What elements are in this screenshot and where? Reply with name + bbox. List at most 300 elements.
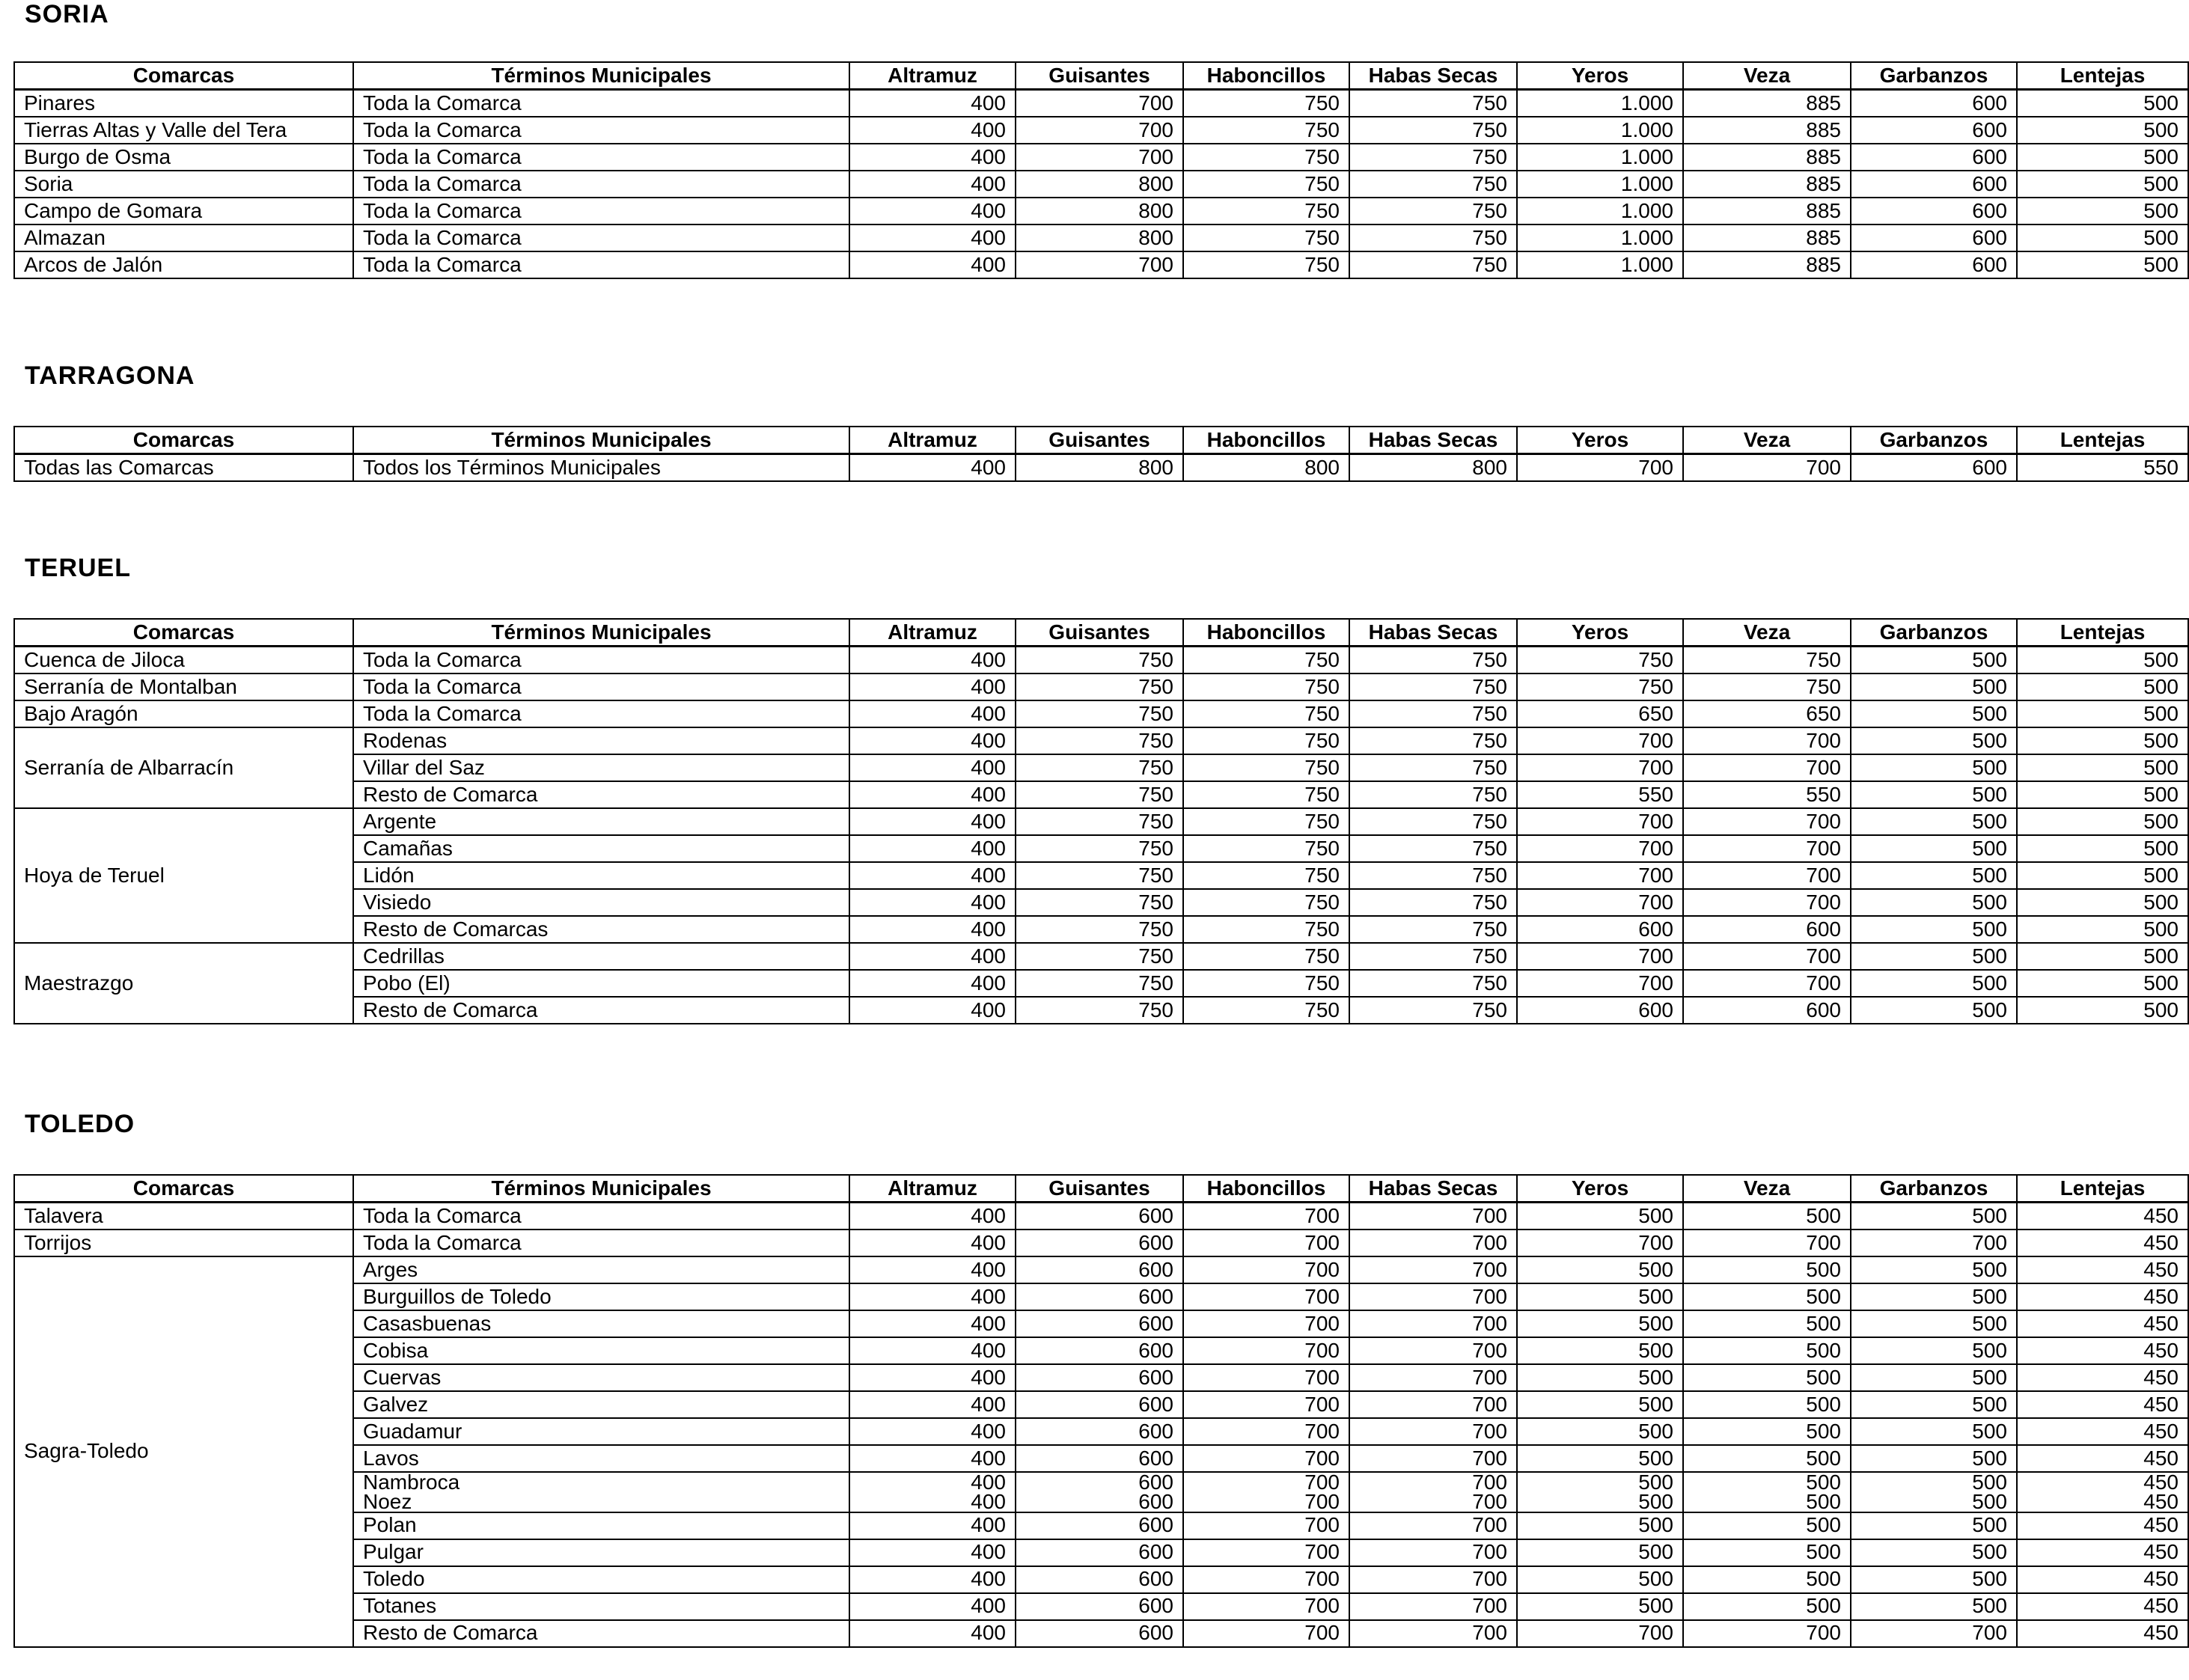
value-cell: 700 — [1183, 1283, 1349, 1310]
value-cell: 700 — [1183, 1418, 1349, 1445]
value-line: 600 — [1138, 1472, 1173, 1494]
value-cell: 500 — [1851, 700, 2017, 727]
value-cell: 400 — [849, 171, 1016, 198]
value-cell: 600 — [1016, 1391, 1183, 1418]
value-cell: 500 — [2017, 700, 2188, 727]
value-cell: 750 — [1183, 171, 1349, 198]
value-cell: 600 — [1683, 916, 1851, 943]
termino-cell: Galvez — [353, 1391, 849, 1418]
value-cell: 700 — [1517, 727, 1683, 754]
termino-cell: Burguillos de Toledo — [353, 1283, 849, 1310]
table-row — [14, 454, 2188, 482]
value-cell: 700 — [1183, 1593, 1349, 1620]
column-header: Términos Municipales — [353, 619, 849, 647]
value-cell: 400 — [849, 1418, 1016, 1445]
value-cell — [1851, 1472, 2017, 1512]
value-cell: 750 — [1349, 647, 1517, 674]
value-cell: 700 — [1851, 1230, 2017, 1256]
value-cell: 500 — [1683, 1445, 1851, 1472]
value-cell: 750 — [1016, 889, 1183, 916]
value-cell: 500 — [2017, 198, 2188, 224]
value-cell: 500 — [2017, 117, 2188, 144]
value-cell: 700 — [1349, 1337, 1517, 1364]
column-header: Lentejas — [2017, 619, 2188, 647]
value-cell: 750 — [1016, 808, 1183, 835]
termino-cell: Resto de Comarca — [353, 997, 849, 1024]
column-header: Yeros — [1517, 62, 1683, 90]
value-cell: 500 — [1851, 1256, 2017, 1283]
comarca-cell: Serranía de Albarracín — [14, 727, 353, 808]
value-cell: 500 — [2017, 144, 2188, 171]
column-header: Haboncillos — [1183, 62, 1349, 90]
value-cell: 700 — [1517, 1620, 1683, 1647]
value-cell: 450 — [2017, 1283, 2188, 1310]
value-cell: 750 — [1016, 781, 1183, 808]
value-cell: 400 — [849, 700, 1016, 727]
value-cell: 750 — [1349, 727, 1517, 754]
column-header: Guisantes — [1016, 427, 1183, 454]
value-cell: 700 — [1349, 1283, 1517, 1310]
value-cell: 500 — [1851, 997, 2017, 1024]
column-header: Guisantes — [1016, 1175, 1183, 1203]
value-cell: 400 — [849, 1337, 1016, 1364]
value-cell: 600 — [1016, 1539, 1183, 1566]
value-cell: 500 — [1851, 835, 2017, 862]
value-cell: 450 — [2017, 1566, 2188, 1593]
value-cell: 750 — [1183, 835, 1349, 862]
value-cell: 700 — [1683, 754, 1851, 781]
value-cell: 600 — [1016, 1418, 1183, 1445]
value-cell: 700 — [1183, 1391, 1349, 1418]
value-cell: 700 — [1517, 970, 1683, 997]
value-cell: 700 — [1349, 1539, 1517, 1566]
column-header: Habas Secas — [1349, 619, 1517, 647]
value-cell: 700 — [1683, 454, 1851, 482]
value-cell: 400 — [849, 647, 1016, 674]
value-cell: 400 — [849, 90, 1016, 117]
table-row — [14, 1256, 2188, 1283]
value-cell: 750 — [1349, 700, 1517, 727]
column-header: Comarcas — [14, 427, 353, 454]
termino-cell: Resto de Comarca — [353, 781, 849, 808]
value-cell: 700 — [1183, 1445, 1349, 1472]
termino-cell: Toda la Comarca — [353, 1203, 849, 1230]
table-row — [14, 224, 2188, 251]
value-line: 400 — [971, 1489, 1006, 1512]
value-cell: 750 — [1183, 727, 1349, 754]
column-header: Lentejas — [2017, 1175, 2188, 1203]
value-cell: 700 — [1517, 808, 1683, 835]
value-cell: 700 — [1349, 1445, 1517, 1472]
comarca-cell: Tierras Altas y Valle del Tera — [14, 117, 353, 144]
termino-cell: Toda la Comarca — [353, 1230, 849, 1256]
value-cell: 500 — [1851, 647, 2017, 674]
value-cell: 500 — [2017, 943, 2188, 970]
value-line: 700 — [1472, 1472, 1507, 1494]
value-cell: 750 — [1016, 700, 1183, 727]
column-header: Habas Secas — [1349, 1175, 1517, 1203]
value-cell: 750 — [1349, 144, 1517, 171]
column-header: Comarcas — [14, 619, 353, 647]
termino-cell: Resto de Comarca — [353, 1620, 849, 1647]
value-cell: 500 — [1683, 1256, 1851, 1283]
value-cell: 700 — [1517, 943, 1683, 970]
value-cell — [1183, 1472, 1349, 1512]
value-cell: 500 — [2017, 916, 2188, 943]
value-cell: 600 — [1016, 1620, 1183, 1647]
table-row — [14, 171, 2188, 198]
value-cell: 500 — [1683, 1512, 1851, 1539]
value-cell: 750 — [1349, 916, 1517, 943]
value-cell: 400 — [849, 1593, 1016, 1620]
value-cell: 700 — [1683, 889, 1851, 916]
value-cell: 400 — [849, 808, 1016, 835]
value-cell: 500 — [1851, 943, 2017, 970]
value-cell: 600 — [1851, 144, 2017, 171]
value-cell: 600 — [1016, 1283, 1183, 1310]
value-cell: 700 — [1183, 1620, 1349, 1647]
value-cell: 885 — [1683, 224, 1851, 251]
section-title-toledo: TOLEDO — [25, 1110, 135, 1138]
value-cell: 400 — [849, 1445, 1016, 1472]
value-cell: 500 — [1517, 1203, 1683, 1230]
value-line: 500 — [1806, 1489, 1841, 1512]
value-cell: 700 — [1183, 1256, 1349, 1283]
value-cell: 750 — [1183, 997, 1349, 1024]
value-cell: 450 — [2017, 1256, 2188, 1283]
value-cell: 500 — [1517, 1445, 1683, 1472]
value-line: 700 — [1304, 1472, 1340, 1494]
value-cell: 700 — [1183, 1566, 1349, 1593]
value-cell: 500 — [1851, 970, 2017, 997]
comarca-cell: Almazan — [14, 224, 353, 251]
value-cell: 750 — [1183, 970, 1349, 997]
value-cell: 500 — [1683, 1566, 1851, 1593]
value-cell: 700 — [1016, 90, 1183, 117]
column-header: Haboncillos — [1183, 619, 1349, 647]
termino-cell: Cedrillas — [353, 943, 849, 970]
value-cell: 700 — [1517, 454, 1683, 482]
value-cell: 400 — [849, 117, 1016, 144]
value-cell: 400 — [849, 673, 1016, 700]
value-cell: 400 — [849, 1512, 1016, 1539]
value-cell: 700 — [1016, 144, 1183, 171]
value-cell: 500 — [1851, 862, 2017, 889]
column-header: Yeros — [1517, 427, 1683, 454]
value-cell: 600 — [1016, 1337, 1183, 1364]
value-cell: 885 — [1683, 117, 1851, 144]
value-cell: 750 — [1183, 673, 1349, 700]
termino-cell: Toda la Comarca — [353, 647, 849, 674]
value-cell: 600 — [1851, 117, 2017, 144]
value-cell: 500 — [1683, 1310, 1851, 1337]
termino-cell: Guadamur — [353, 1418, 849, 1445]
value-cell: 750 — [1183, 90, 1349, 117]
value-cell: 700 — [1183, 1512, 1349, 1539]
value-cell: 400 — [849, 1391, 1016, 1418]
value-cell: 400 — [849, 727, 1016, 754]
termino-cell: Toda la Comarca — [353, 673, 849, 700]
value-cell: 500 — [1851, 673, 2017, 700]
value-cell: 750 — [1016, 673, 1183, 700]
column-header: Comarcas — [14, 1175, 353, 1203]
value-cell: 550 — [2017, 454, 2188, 482]
value-cell: 700 — [1349, 1230, 1517, 1256]
value-cell: 700 — [1183, 1203, 1349, 1230]
termino-cell: Resto de Comarcas — [353, 916, 849, 943]
value-cell: 400 — [849, 970, 1016, 997]
teruel-table — [13, 618, 2189, 1024]
value-cell: 400 — [849, 224, 1016, 251]
value-cell: 450 — [2017, 1337, 2188, 1364]
value-cell: 500 — [1851, 1391, 2017, 1418]
value-cell: 750 — [1349, 171, 1517, 198]
value-cell: 750 — [1683, 647, 1851, 674]
value-cell: 700 — [1349, 1203, 1517, 1230]
comarca-cell: Hoya de Teruel — [14, 808, 353, 943]
value-cell: 400 — [849, 1283, 1016, 1310]
value-cell: 750 — [1183, 916, 1349, 943]
value-cell: 700 — [1016, 251, 1183, 278]
termino-cell: Toledo — [353, 1566, 849, 1593]
value-cell: 400 — [849, 144, 1016, 171]
termino-cell: Casasbuenas — [353, 1310, 849, 1337]
termino-cell: Argente — [353, 808, 849, 835]
comarca-cell: Arcos de Jalón — [14, 251, 353, 278]
value-cell: 700 — [1349, 1512, 1517, 1539]
termino-cell: Toda la Comarca — [353, 171, 849, 198]
value-cell: 700 — [1683, 808, 1851, 835]
value-cell: 800 — [1016, 171, 1183, 198]
table-row — [14, 198, 2188, 224]
column-header: Veza — [1683, 1175, 1851, 1203]
value-cell: 1.000 — [1517, 144, 1683, 171]
value-cell: 750 — [1016, 647, 1183, 674]
value-cell: 500 — [1517, 1283, 1683, 1310]
table-row — [14, 808, 2188, 835]
comarca-cell: Todas las Comarcas — [14, 454, 353, 482]
value-cell: 500 — [1851, 1512, 2017, 1539]
value-cell: 750 — [1016, 916, 1183, 943]
value-cell: 700 — [1016, 117, 1183, 144]
value-cell: 400 — [849, 943, 1016, 970]
value-cell: 450 — [2017, 1512, 2188, 1539]
section-title-teruel: TERUEL — [25, 554, 131, 582]
value-cell: 400 — [849, 1203, 1016, 1230]
value-cell: 500 — [1517, 1337, 1683, 1364]
value-cell: 700 — [1683, 727, 1851, 754]
value-cell: 750 — [1183, 808, 1349, 835]
value-cell — [1349, 1472, 1517, 1512]
value-cell: 400 — [849, 754, 1016, 781]
value-cell: 800 — [1016, 198, 1183, 224]
value-cell: 700 — [1349, 1620, 1517, 1647]
value-cell: 750 — [1349, 251, 1517, 278]
value-cell: 750 — [1349, 673, 1517, 700]
value-line: 500 — [1638, 1472, 1673, 1494]
value-cell: 500 — [1683, 1418, 1851, 1445]
comarca-cell: Soria — [14, 171, 353, 198]
value-cell: 450 — [2017, 1445, 2188, 1472]
value-cell: 400 — [849, 1364, 1016, 1391]
termino-cell: Toda la Comarca — [353, 700, 849, 727]
value-line: 500 — [1972, 1472, 2007, 1494]
value-cell: 500 — [2017, 673, 2188, 700]
value-cell: 600 — [1016, 1364, 1183, 1391]
value-cell: 550 — [1517, 781, 1683, 808]
value-cell: 500 — [2017, 808, 2188, 835]
value-cell: 500 — [1851, 1418, 2017, 1445]
value-cell: 500 — [2017, 970, 2188, 997]
value-cell: 500 — [1851, 1593, 2017, 1620]
column-header: Veza — [1683, 62, 1851, 90]
value-cell: 600 — [1517, 916, 1683, 943]
value-cell: 500 — [1683, 1391, 1851, 1418]
value-cell: 800 — [1183, 454, 1349, 482]
value-cell: 700 — [1183, 1337, 1349, 1364]
termino-cell: Villar del Saz — [353, 754, 849, 781]
value-cell: 750 — [1016, 835, 1183, 862]
value-cell: 700 — [1683, 1230, 1851, 1256]
value-cell: 500 — [1683, 1539, 1851, 1566]
value-cell: 1.000 — [1517, 171, 1683, 198]
value-cell: 1.000 — [1517, 117, 1683, 144]
table-row — [14, 251, 2188, 278]
value-cell: 750 — [1349, 224, 1517, 251]
value-cell: 500 — [1683, 1364, 1851, 1391]
value-cell: 550 — [1683, 781, 1851, 808]
value-cell: 500 — [2017, 224, 2188, 251]
header-row — [14, 619, 2188, 647]
value-cell: 400 — [849, 862, 1016, 889]
column-header: Yeros — [1517, 1175, 1683, 1203]
comarca-cell: Bajo Aragón — [14, 700, 353, 727]
value-cell: 700 — [1349, 1566, 1517, 1593]
value-cell: 600 — [1016, 1310, 1183, 1337]
column-header: Garbanzos — [1851, 619, 2017, 647]
value-cell: 500 — [1851, 1203, 2017, 1230]
value-cell: 750 — [1183, 781, 1349, 808]
termino-cell: Rodenas — [353, 727, 849, 754]
value-cell: 500 — [1517, 1418, 1683, 1445]
value-cell: 400 — [849, 1310, 1016, 1337]
value-cell: 500 — [1517, 1566, 1683, 1593]
value-cell: 600 — [1851, 251, 2017, 278]
value-cell: 750 — [1517, 647, 1683, 674]
column-header: Altramuz — [849, 619, 1016, 647]
column-header: Lentejas — [2017, 62, 2188, 90]
value-cell: 500 — [1851, 1364, 2017, 1391]
comarca-cell: Burgo de Osma — [14, 144, 353, 171]
value-cell: 750 — [1349, 943, 1517, 970]
termino-cell: Polan — [353, 1512, 849, 1539]
value-cell: 750 — [1016, 997, 1183, 1024]
value-cell: 600 — [1016, 1256, 1183, 1283]
value-cell: 500 — [2017, 835, 2188, 862]
value-cell: 885 — [1683, 171, 1851, 198]
column-header: Términos Municipales — [353, 1175, 849, 1203]
value-cell: 700 — [1349, 1391, 1517, 1418]
table-row — [14, 144, 2188, 171]
value-cell: 500 — [2017, 997, 2188, 1024]
column-header: Yeros — [1517, 619, 1683, 647]
value-cell: 700 — [1183, 1310, 1349, 1337]
value-cell: 600 — [1016, 1566, 1183, 1593]
value-cell: 450 — [2017, 1391, 2188, 1418]
value-cell: 450 — [2017, 1620, 2188, 1647]
value-cell: 500 — [1851, 727, 2017, 754]
value-cell: 700 — [1683, 943, 1851, 970]
comarca-cell: Serranía de Montalban — [14, 673, 353, 700]
value-line: 500 — [1806, 1472, 1841, 1494]
termino-cell: Lidón — [353, 862, 849, 889]
section-title-tarragona: TARRAGONA — [25, 361, 195, 390]
value-cell: 600 — [1016, 1593, 1183, 1620]
termino-cell: Toda la Comarca — [353, 90, 849, 117]
value-cell: 1.000 — [1517, 198, 1683, 224]
soria-table — [13, 61, 2189, 279]
value-cell: 750 — [1016, 862, 1183, 889]
value-cell: 600 — [1016, 1445, 1183, 1472]
value-cell: 500 — [2017, 251, 2188, 278]
value-cell: 450 — [2017, 1364, 2188, 1391]
value-cell: 700 — [1183, 1230, 1349, 1256]
value-cell: 600 — [1851, 454, 2017, 482]
value-cell: 400 — [849, 1230, 1016, 1256]
value-cell: 700 — [1683, 835, 1851, 862]
value-cell: 885 — [1683, 251, 1851, 278]
value-cell: 400 — [849, 1256, 1016, 1283]
table-row — [14, 90, 2188, 117]
value-cell: 500 — [1683, 1203, 1851, 1230]
value-cell: 750 — [1183, 647, 1349, 674]
value-cell: 450 — [2017, 1418, 2188, 1445]
value-cell: 400 — [849, 781, 1016, 808]
value-cell: 750 — [1349, 781, 1517, 808]
value-cell: 500 — [1683, 1337, 1851, 1364]
value-line: 450 — [2143, 1489, 2179, 1512]
value-cell: 400 — [849, 916, 1016, 943]
value-cell: 750 — [1183, 700, 1349, 727]
column-header: Términos Municipales — [353, 427, 849, 454]
section-title-soria: SORIA — [25, 0, 109, 28]
comarca-cell: Maestrazgo — [14, 943, 353, 1024]
value-cell: 500 — [2017, 889, 2188, 916]
value-cell: 500 — [1851, 1337, 2017, 1364]
value-cell: 700 — [1517, 754, 1683, 781]
value-cell: 500 — [1851, 1310, 2017, 1337]
value-line: 500 — [1638, 1489, 1673, 1512]
value-line: 700 — [1304, 1489, 1340, 1512]
value-cell: 400 — [849, 997, 1016, 1024]
value-cell: 750 — [1349, 997, 1517, 1024]
value-cell: 600 — [1851, 171, 2017, 198]
value-cell: 750 — [1349, 754, 1517, 781]
value-cell: 400 — [849, 454, 1016, 482]
value-cell: 750 — [1349, 862, 1517, 889]
value-cell: 500 — [2017, 727, 2188, 754]
value-cell: 500 — [1851, 1566, 2017, 1593]
value-cell: 400 — [849, 1620, 1016, 1647]
value-cell: 885 — [1683, 90, 1851, 117]
value-cell: 750 — [1349, 889, 1517, 916]
value-line: 600 — [1138, 1489, 1173, 1512]
column-header: Garbanzos — [1851, 62, 2017, 90]
value-cell: 500 — [1851, 889, 2017, 916]
comarca-cell: Pinares — [14, 90, 353, 117]
termino-cell: Pobo (El) — [353, 970, 849, 997]
value-cell: 750 — [1349, 90, 1517, 117]
